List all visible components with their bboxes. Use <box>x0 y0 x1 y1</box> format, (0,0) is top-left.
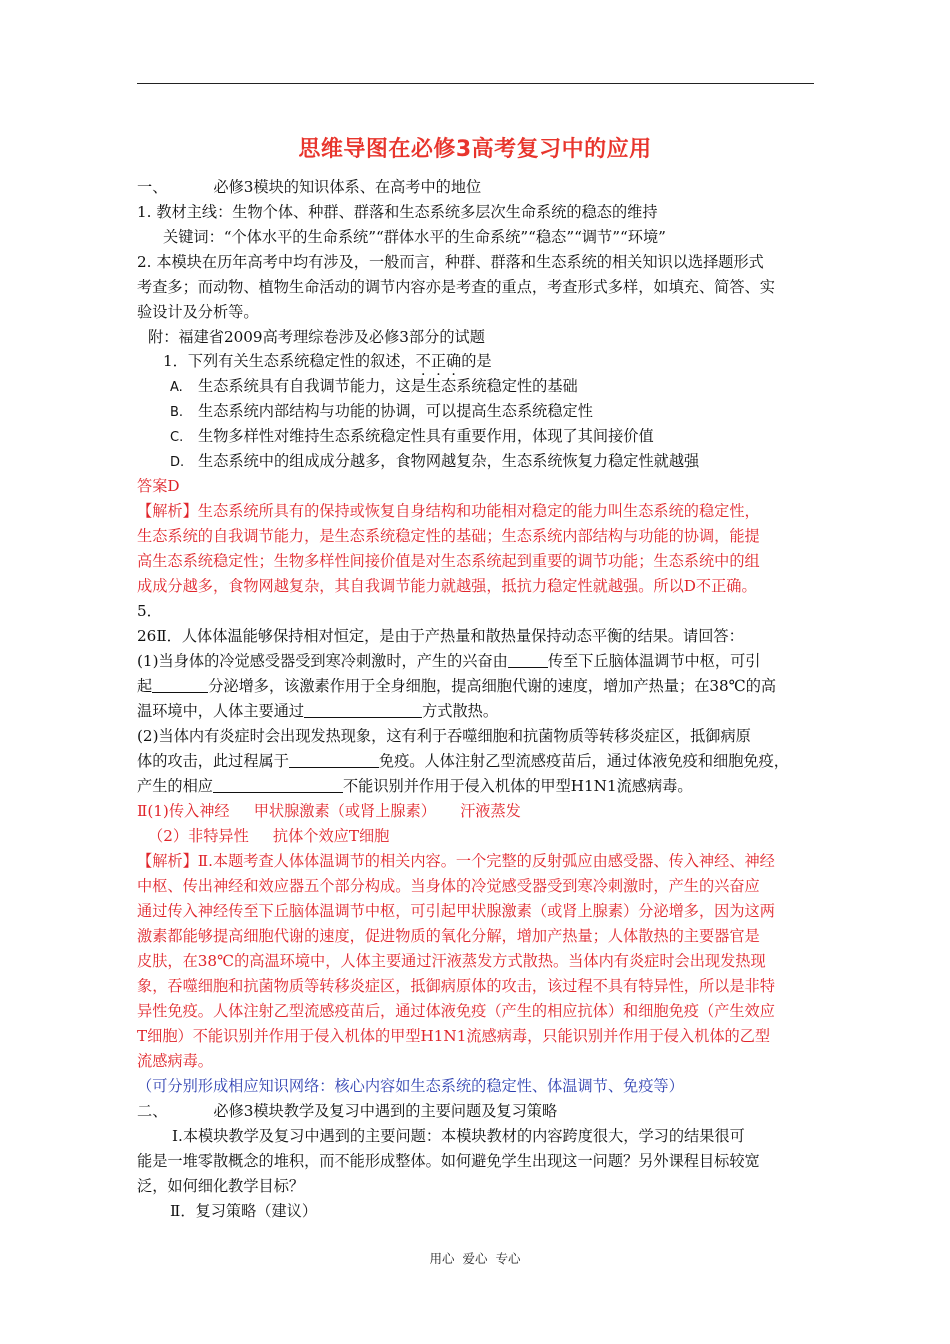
analysis-26-line-3: 通过传入神经传至下丘脑体温调节中枢，可引起甲状腺激素（或肾上腺素）分泌增多，因为这两 <box>137 902 775 920</box>
option-text: 生物多样性对维持生态系统稳定性具有重要作用，体现了其间接价值 <box>198 427 654 445</box>
analysis-26-line-8: T细胞）不能识别并作用于侵入机体的甲型H1N1流感病毒，只能识别并作用于侵入机体的乙型 <box>137 1027 771 1045</box>
text-segment: 传至下丘脑体温调节中枢，可引 <box>547 652 761 670</box>
paragraph-2-line-2: 考查多；而动物、植物生命活动的调节内容亦是考查的重点，考查形式多样，如填充、简答、实 <box>137 278 775 296</box>
option-key: A. <box>170 380 183 395</box>
question-26-line-4 <box>137 699 498 723</box>
option-d <box>170 449 699 475</box>
strategy-heading: Ⅱ．复习策略（建议） <box>170 1202 318 1220</box>
option-b <box>170 399 593 425</box>
option-text: 生态系统内部结构与功能的协调，可以提高生态系统稳定性 <box>198 402 593 420</box>
paragraph-2-line-3: 验设计及分析等。 <box>137 303 259 321</box>
answer-blank[interactable] <box>152 676 208 693</box>
appendix-line: 附：福建省2009高考理综卷涉及必修3部分的试题 <box>148 328 485 346</box>
option-key: B. <box>170 405 184 420</box>
answer-blank[interactable] <box>304 701 422 718</box>
question-1-stem-suffix: 的是 <box>461 352 492 370</box>
question-26-line-7 <box>137 774 693 798</box>
problems-line-2: 能是一堆零散概念的堆积，而不能形成整体。如何避免学生出现这一问题？另外课程目标较宽 <box>137 1152 760 1170</box>
answer-blank[interactable] <box>289 751 379 768</box>
problems-line-3: 泛，如何细化教学目标？ <box>137 1177 305 1195</box>
paragraph-2-line-1: 2. 本模块在历年高考中均有涉及，一般而言，种群、群落和生态系统的相关知识以选择题形式 <box>137 253 764 271</box>
analysis-1-line-2: 生态系统的自我调节能力，是生态系统稳定性的基础；生态系统内部结构与功能的协调，能提 <box>137 527 760 545</box>
answer-blank[interactable] <box>508 651 548 668</box>
knowledge-network-note: （可分别形成相应知识网络：核心内容如生态系统的稳定性、体温调节、免疫等） <box>137 1077 684 1095</box>
analysis-1-line-4: 成成分越多，食物网越复杂，其自我调节能力就越强，抵抗力稳定性就越强。所以D不正确。 <box>137 577 757 595</box>
emphasis-char-1: 不 <box>415 352 431 370</box>
emphasis-char-3: 确 <box>446 352 462 370</box>
question-26-line-6 <box>137 749 789 773</box>
question-26-line-5: (2)当体内有炎症时会出现发热现象，这有利于吞噬细胞和抗菌物质等转移炎症区，抵御病原 <box>137 727 751 745</box>
text-segment: 免疫。人体注射乙型流感疫苗后，通过体液免疫和细胞免疫， <box>378 752 789 770</box>
option-text: 生态系统具有自我调节能力，这是生态系统稳定性的基础 <box>198 377 578 395</box>
text-segment: 体的攻击，此过程属于 <box>137 752 289 770</box>
answer-26-line-2: （2）非特异性 抗体个效应T细胞 <box>148 827 390 845</box>
analysis-26-line-4: 激素都能够提高细胞代谢的速度，促进物质的氧化分解，增加产热量；人体散热的主要器官是 <box>137 927 760 945</box>
question-26-line-2 <box>137 649 760 673</box>
analysis-26-line-9: 流感病毒。 <box>137 1052 213 1070</box>
section-1-heading <box>137 175 481 199</box>
question-1-stem-prefix: 1．下列有关生态系统稳定性的叙述， <box>163 352 416 370</box>
option-c <box>170 424 654 450</box>
text-segment: 起 <box>137 677 153 695</box>
analysis-1-line-3: 高生态系统稳定性；生物多样性间接价值是对生态系统起到重要的调节功能；生态系统中的组 <box>137 552 760 570</box>
analysis-26-line-7: 异性免疫。人体注射乙型流感疫苗后，通过体液免疫（产生的相应抗体）和细胞免疫（产生效应 <box>137 1002 775 1020</box>
paragraph-1: 1. 教材主线：生物个体、种群、群落和生态系统多层次生命系统的稳态的维持 <box>137 203 658 221</box>
section-2-text: 必修3模块教学及复习中遇到的主要问题及复习策略 <box>213 1102 558 1120</box>
header-rule <box>137 83 814 84</box>
question-1-stem <box>163 349 492 373</box>
text-segment: 温环境中，人体主要通过 <box>137 702 305 720</box>
question-number-5: 5． <box>137 602 162 620</box>
analysis-26-line-2: 中枢、传出神经和效应器五个部分构成。当身体的冷觉感受器受到寒冷刺激时，产生的兴奋应 <box>137 877 760 895</box>
option-a <box>170 374 578 400</box>
analysis-26-line-5: 皮肤，在38℃的高温环境中，人体主要通过汗液蒸发方式散热。当体内有炎症时会出现发热现 <box>137 952 766 970</box>
question-26-line-3 <box>137 674 776 698</box>
section-2-heading <box>137 1099 557 1123</box>
keywords-line: 关键词：“个体水平的生命系统”“群体水平的生命系统”“稳态”“调节”“环境” <box>163 228 666 246</box>
option-text: 生态系统中的组成成分越多，食物网越复杂，生态系统恢复力稳定性就越强 <box>198 452 700 470</box>
analysis-26-line-6: 象，吞噬细胞和抗菌物质等转移炎症区，抵御病原体的攻击，该过程不具有特异性，所以是非特 <box>137 977 775 995</box>
section-2-number: 二、 <box>137 1102 168 1120</box>
text-segment: (1)当身体的冷觉感受器受到寒冷刺激时，产生的兴奋由 <box>137 652 508 670</box>
section-1-number: 一、 <box>137 178 168 196</box>
emphasis-char-2: 正 <box>430 352 447 370</box>
answer-line: 答案D <box>137 477 180 495</box>
section-1-text: 必修3模块的知识体系、在高考中的地位 <box>213 178 482 196</box>
text-segment: 分泌增多，该激素作用于全身细胞，提高细胞代谢的速度，增加产热量；在38℃的高 <box>208 677 777 695</box>
problems-line-1: Ⅰ.本模块教学及复习中遇到的主要问题：本模块教材的内容跨度很大，学习的结果很可 <box>172 1127 745 1145</box>
text-segment: 产生的相应 <box>137 777 213 795</box>
answer-26-line-1: Ⅱ(1)传入神经 甲状腺激素（或肾上腺素） 汗液蒸发 <box>137 802 521 820</box>
option-key: D. <box>170 455 185 470</box>
page-footer: 用心 爱心 专心 <box>429 1251 521 1266</box>
answer-blank[interactable] <box>213 776 343 793</box>
option-key: C. <box>170 430 184 445</box>
analysis-1-line-1: 【解析】生态系统所具有的保持或恢复自身结构和功能相对稳定的能力叫生态系统的稳定性， <box>137 502 760 520</box>
text-segment: 方式散热。 <box>422 702 498 720</box>
question-26-stem: 26Ⅱ．人体体温能够保持相对恒定，是由于产热量和散热量保持动态平衡的结果。请回答： <box>137 627 744 645</box>
text-segment: 不能识别并作用于侵入机体的甲型H1N1流感病毒。 <box>342 777 693 795</box>
analysis-26-line-1: 【解析】Ⅱ.本题考查人体体温调节的相关内容。一个完整的反射弧应由感受器、传入神经、神经 <box>137 852 775 870</box>
page-title: 思维导图在必修3高考复习中的应用 <box>298 137 652 162</box>
